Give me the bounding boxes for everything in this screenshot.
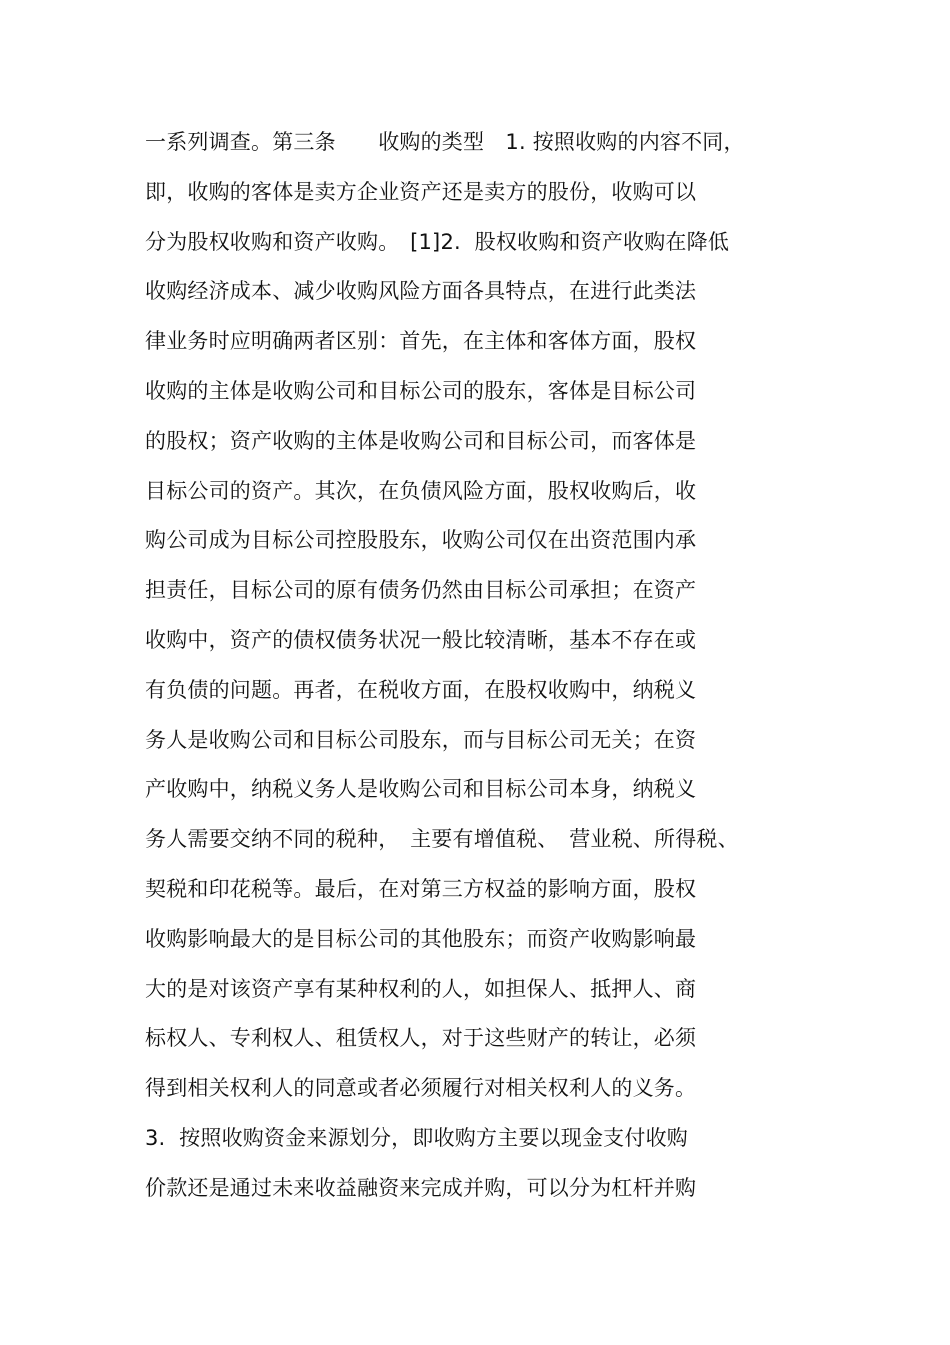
text-line: 一系列调查。第三条 收购的类型 1. 按照收购的内容不同， [145,130,745,154]
text-line: 得到相关权利人的同意或者必须履行对相关权利人的义务。 [145,1076,697,1101]
text-line: 购公司成为目标公司控股股东，收购公司仅在出资范围内承 [145,528,697,553]
text-line: 担责任，目标公司的原有债务仍然由目标公司承担；在资产 [145,578,697,603]
text-line: 标权人、专利权人、租赁权人，对于这些财产的转让，必须 [145,1026,697,1051]
text-line: 收购的主体是收购公司和目标公司的股东，客体是目标公司 [145,378,697,403]
text-line: 的股权；资产收购的主体是收购公司和目标公司，而客体是 [145,428,697,453]
text-line: 务人需要交纳不同的税种， 主要有增值税、 营业税、所得税、 [145,827,739,852]
text-line: 律业务时应明确两者区别：首先，在主体和客体方面，股权 [145,329,697,354]
text-line: 价款还是通过未来收益融资来完成并购，可以分为杠杆并购 [145,1175,697,1200]
text-line: 即，收购的客体是卖方企业资产还是卖方的股份，收购可以 [145,179,697,204]
text-line: 收购经济成本、减少收购风险方面各具特点，在进行此类法 [145,279,697,304]
text-line: 3. 按照收购资金来源划分，即收购方主要以现金支付收购 [145,1125,688,1150]
text-line: 收购中，资产的债权债务状况一般比较清晰，基本不存在或 [145,627,697,652]
text-line: 有负债的问题。再者，在税收方面，在股权收购中，纳税义 [145,677,697,702]
text-line: 务人是收购公司和目标公司股东，而与目标公司无关；在资 [145,727,697,752]
text-line: 分为股权收购和资产收购。 [1]2. 股权收购和资产收购在降低 [145,229,730,254]
text-line: 大的是对该资产享有某种权利的人，如担保人、抵押人、商 [145,976,697,1001]
text-line: 产收购中，纳税义务人是收购公司和目标公司本身，纳税义 [145,777,697,802]
body-text [145,122,865,1218]
text-line: 收购影响最大的是目标公司的其他股东；而资产收购影响最 [145,926,697,951]
text-line: 契税和印花税等。最后，在对第三方权益的影响方面，股权 [145,876,697,901]
text-line: 目标公司的资产。其次，在负债风险方面，股权收购后，收 [145,478,697,503]
